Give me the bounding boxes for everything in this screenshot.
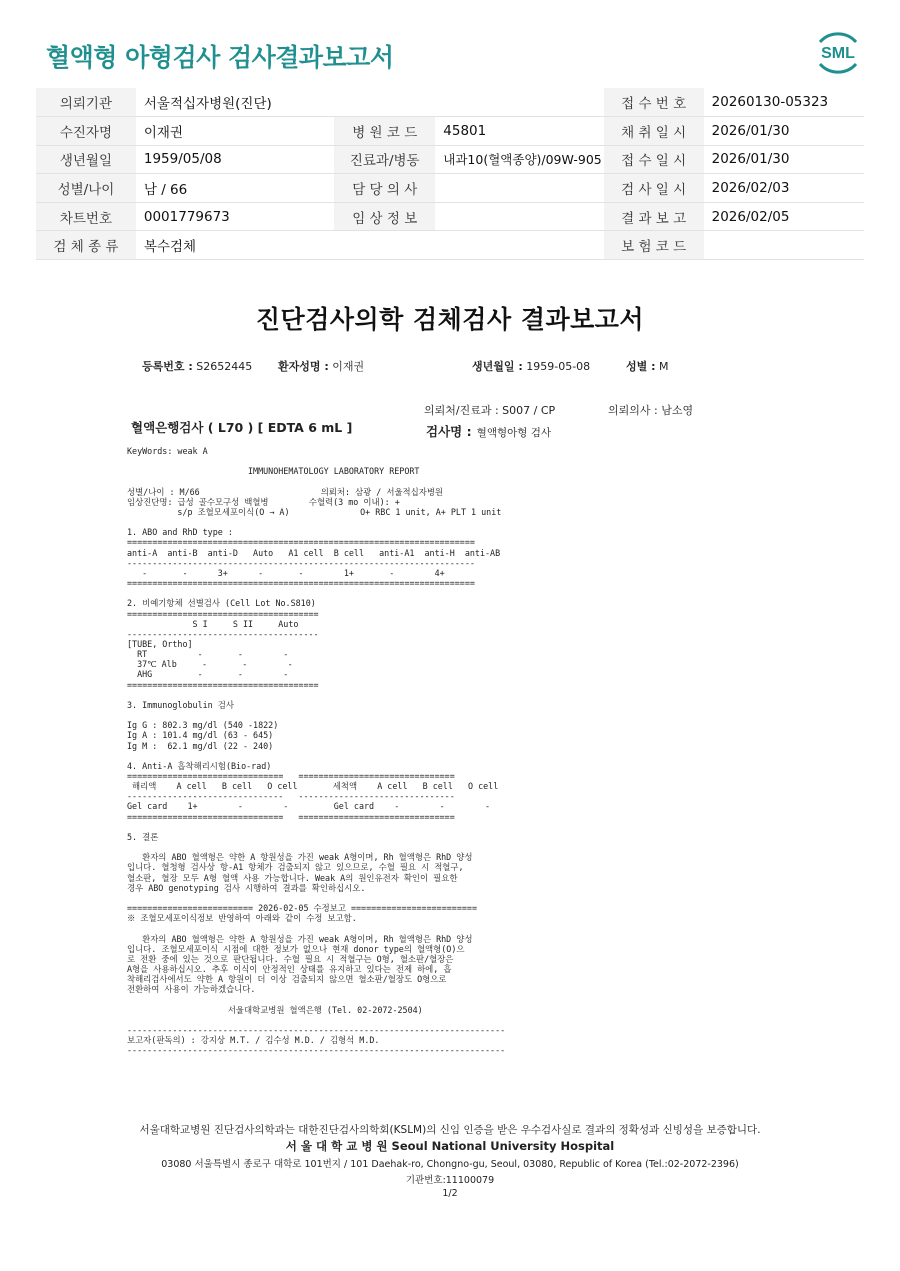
dept-label: 의뢰처/진료과 :	[424, 404, 499, 417]
info-label: 검 사 일 시	[604, 174, 704, 203]
info-row	[36, 117, 864, 146]
doctor-value: 남소영	[661, 404, 694, 417]
info-value: 2026/01/30	[704, 145, 864, 174]
birth-date	[472, 358, 590, 374]
ordering-doctor	[608, 402, 693, 418]
info-row	[36, 174, 864, 203]
hospital-address: 03080 서울특별시 종로구 대학로 101번지 / 101 Daehak-ro, Chongno-gu, Seoul, 03080, Republic of Korea (Tel.:02-2072-2396)	[161, 1159, 739, 1170]
sex	[626, 358, 668, 374]
info-label: 생년월일	[36, 145, 136, 174]
info-value	[704, 231, 864, 260]
dept-value: S007 / CP	[502, 404, 556, 417]
report-body-text: KeyWords: weak A IMMUNOHEMATOLOGY LABORATORY REPORT 성별/나이 : M/66 의뢰처: 삼광 / 서울적십자병원 임상진단명: 급성 골수모구성 백혈병 수혈력(3 mo 이내): + s/p 조혈모세포이식(O → A) O+ RBC 1 unit, A+ PLT 1 unit 1. ABO and RhD type : ===================================================================== anti-A anti-B anti-D Auto A1 cell B cell anti-A1 anti-H anti-AB --------------------------------------------------------------------- - - 3+ - - 1+ - 4+ ===================================================================== 2. 비예기항체 선별검사 (Cell Lot No.S810) ====================================== S I S II Auto -------------------------------------- [TUBE, Ortho] RT - - - 37℃ Alb - - - AHG - - - ====================================== 3. Immunoglobulin 검사 Ig G : 802.3 mg/dl (540 -1822) Ig A : 101.4 mg/dl (63 - 645) Ig M : 62.1 mg/dl (22 - 240) 4. Anti-A 흡착해리시험(Bio-rad) =============================== =============================== 해리액 A cell B cell O cell 세척액 A cell B cell O cell ------------------------------- ------------------------------- Gel card 1+ - - Gel card - - - =============================== =============================== 5. 결론 환자의 ABO 혈액형은 약한 A 항원성을 가진 weak A형이며, Rh 혈액형은 RhD 양성 입니다. 혈청형 검사상 항-A1 항체가 검출되지 않고 있으므로, 수혈 필요 시 적혈구, 혈소판, 혈장 모두 A형 혈액 사용 가능합니다. Weak A의 원인유전자 확인이 필요한 경우 ABO genotyping 검사 시행하여 결과를 확인하십시오. ========================= 2026-02-05 수정보고 ========================= ※ 조혈모세포이식정보 반영하여 아래와 같이 수정 보고함. 환자의 ABO 혈액형은 약한 A 항원성을 가진 weak A형이며, Rh 혈액형은 RhD 양성 입니다. 조혈모세포이식 시점에 대한 정보가 없으나 현재 donor type의 혈액형(O)으 로 전환 중에 있는 것으로 판단됩니다. 수혈 필요 시 적혈구는 O형, 혈소판/혈장은 A형을 사용하십시오. 추후 이식이 안정적인 상태를 유지하고 있다는 전제 하에, 흡 착해리검사에서도 약한 A 항원이 더 이상 검출되지 않으면 혈소판/혈장도 O형으로 전환하여 사용이 가능하겠습니다. 서울대학교병원 혈액은행 (Tel. 02-2072-2504) --------------------------------------------------------------------------- 보고자(판독의) : 강지상 M.T. / 김수성 M.D. / 김형석 M.D. ---------------------------------------------------------------------------	[127, 446, 506, 1056]
info-value: 20260130-05323	[704, 88, 864, 117]
info-row	[36, 145, 864, 174]
info-label: 검 체 종 류	[36, 231, 136, 260]
info-label: 성별/나이	[36, 174, 136, 203]
info-value: 1959/05/08	[136, 145, 334, 174]
patient-info-table	[36, 88, 864, 260]
info-value: 남 / 66	[136, 174, 334, 203]
info-row	[36, 88, 864, 117]
info-label: 보 험 코 드	[604, 231, 704, 260]
report-title: 진단검사의학 검체검사 결과보고서	[255, 305, 645, 334]
certification-text: 서울대학교병원 진단검사의학과는 대한진단검사의학회(KSLM)의 신임 인증을 받은 우수검사실로 결과의 정확성과 신빙성을 보증합니다.	[139, 1124, 761, 1136]
info-value: 서울적십자병원(진단)	[136, 88, 604, 117]
info-row	[36, 231, 864, 260]
name-label: 환자성명 :	[278, 360, 329, 373]
department	[424, 402, 555, 418]
name-value: 이재권	[332, 360, 365, 373]
reg-label: 등록번호 :	[142, 360, 193, 373]
test-name	[426, 421, 551, 440]
info-label: 담 당 의 사	[334, 174, 435, 203]
info-value: 0001779673	[136, 202, 334, 231]
sml-logo	[812, 30, 864, 76]
info-value	[435, 202, 603, 231]
info-row	[36, 202, 864, 231]
hospital-name: 서 울 대 학 교 병 원 Seoul National University Hospital	[285, 1139, 615, 1153]
info-value: 2026/02/05	[704, 202, 864, 231]
page-title: 혈액형 아형검사 검사결과보고서	[46, 43, 394, 72]
info-value: 2026/02/03	[704, 174, 864, 203]
test-name-value: 혈액형아형 검사	[476, 427, 552, 439]
info-value: 복수검체	[136, 231, 604, 260]
info-label: 결 과 보 고	[604, 202, 704, 231]
info-value: 이재권	[136, 117, 334, 146]
doctor-label: 의뢰의사 :	[608, 404, 658, 417]
info-label: 접 수 번 호	[604, 88, 704, 117]
info-value: 45801	[435, 117, 603, 146]
patient-name	[278, 358, 364, 374]
info-label: 접 수 일 시	[604, 145, 704, 174]
test-group: 혈액은행검사 ( L70 ) [ EDTA 6 mL ]	[131, 420, 353, 435]
reg-value: S2652445	[196, 360, 253, 373]
logo-text: SML	[821, 45, 855, 62]
organization-number: 기관번호:11100079	[405, 1175, 495, 1186]
page-number: 1/2	[442, 1188, 458, 1199]
info-label: 임 상 정 보	[334, 202, 435, 231]
dob-value: 1959-05-08	[526, 360, 591, 373]
dob-label: 생년월일 :	[472, 360, 523, 373]
info-value: 내과10(혈액종양)/09W-905	[435, 145, 603, 174]
info-label: 채 취 일 시	[604, 117, 704, 146]
info-label: 수진자명	[36, 117, 136, 146]
test-name-label: 검사명 :	[426, 424, 472, 439]
info-value: 2026/01/30	[704, 117, 864, 146]
sex-value: M	[658, 360, 669, 373]
info-label: 차트번호	[36, 202, 136, 231]
info-value	[435, 174, 603, 203]
sex-label: 성별 :	[626, 360, 656, 373]
info-label: 병 원 코 드	[334, 117, 435, 146]
info-label: 진료과/병동	[334, 145, 435, 174]
registration-number	[142, 358, 252, 374]
info-label: 의뢰기관	[36, 88, 136, 117]
